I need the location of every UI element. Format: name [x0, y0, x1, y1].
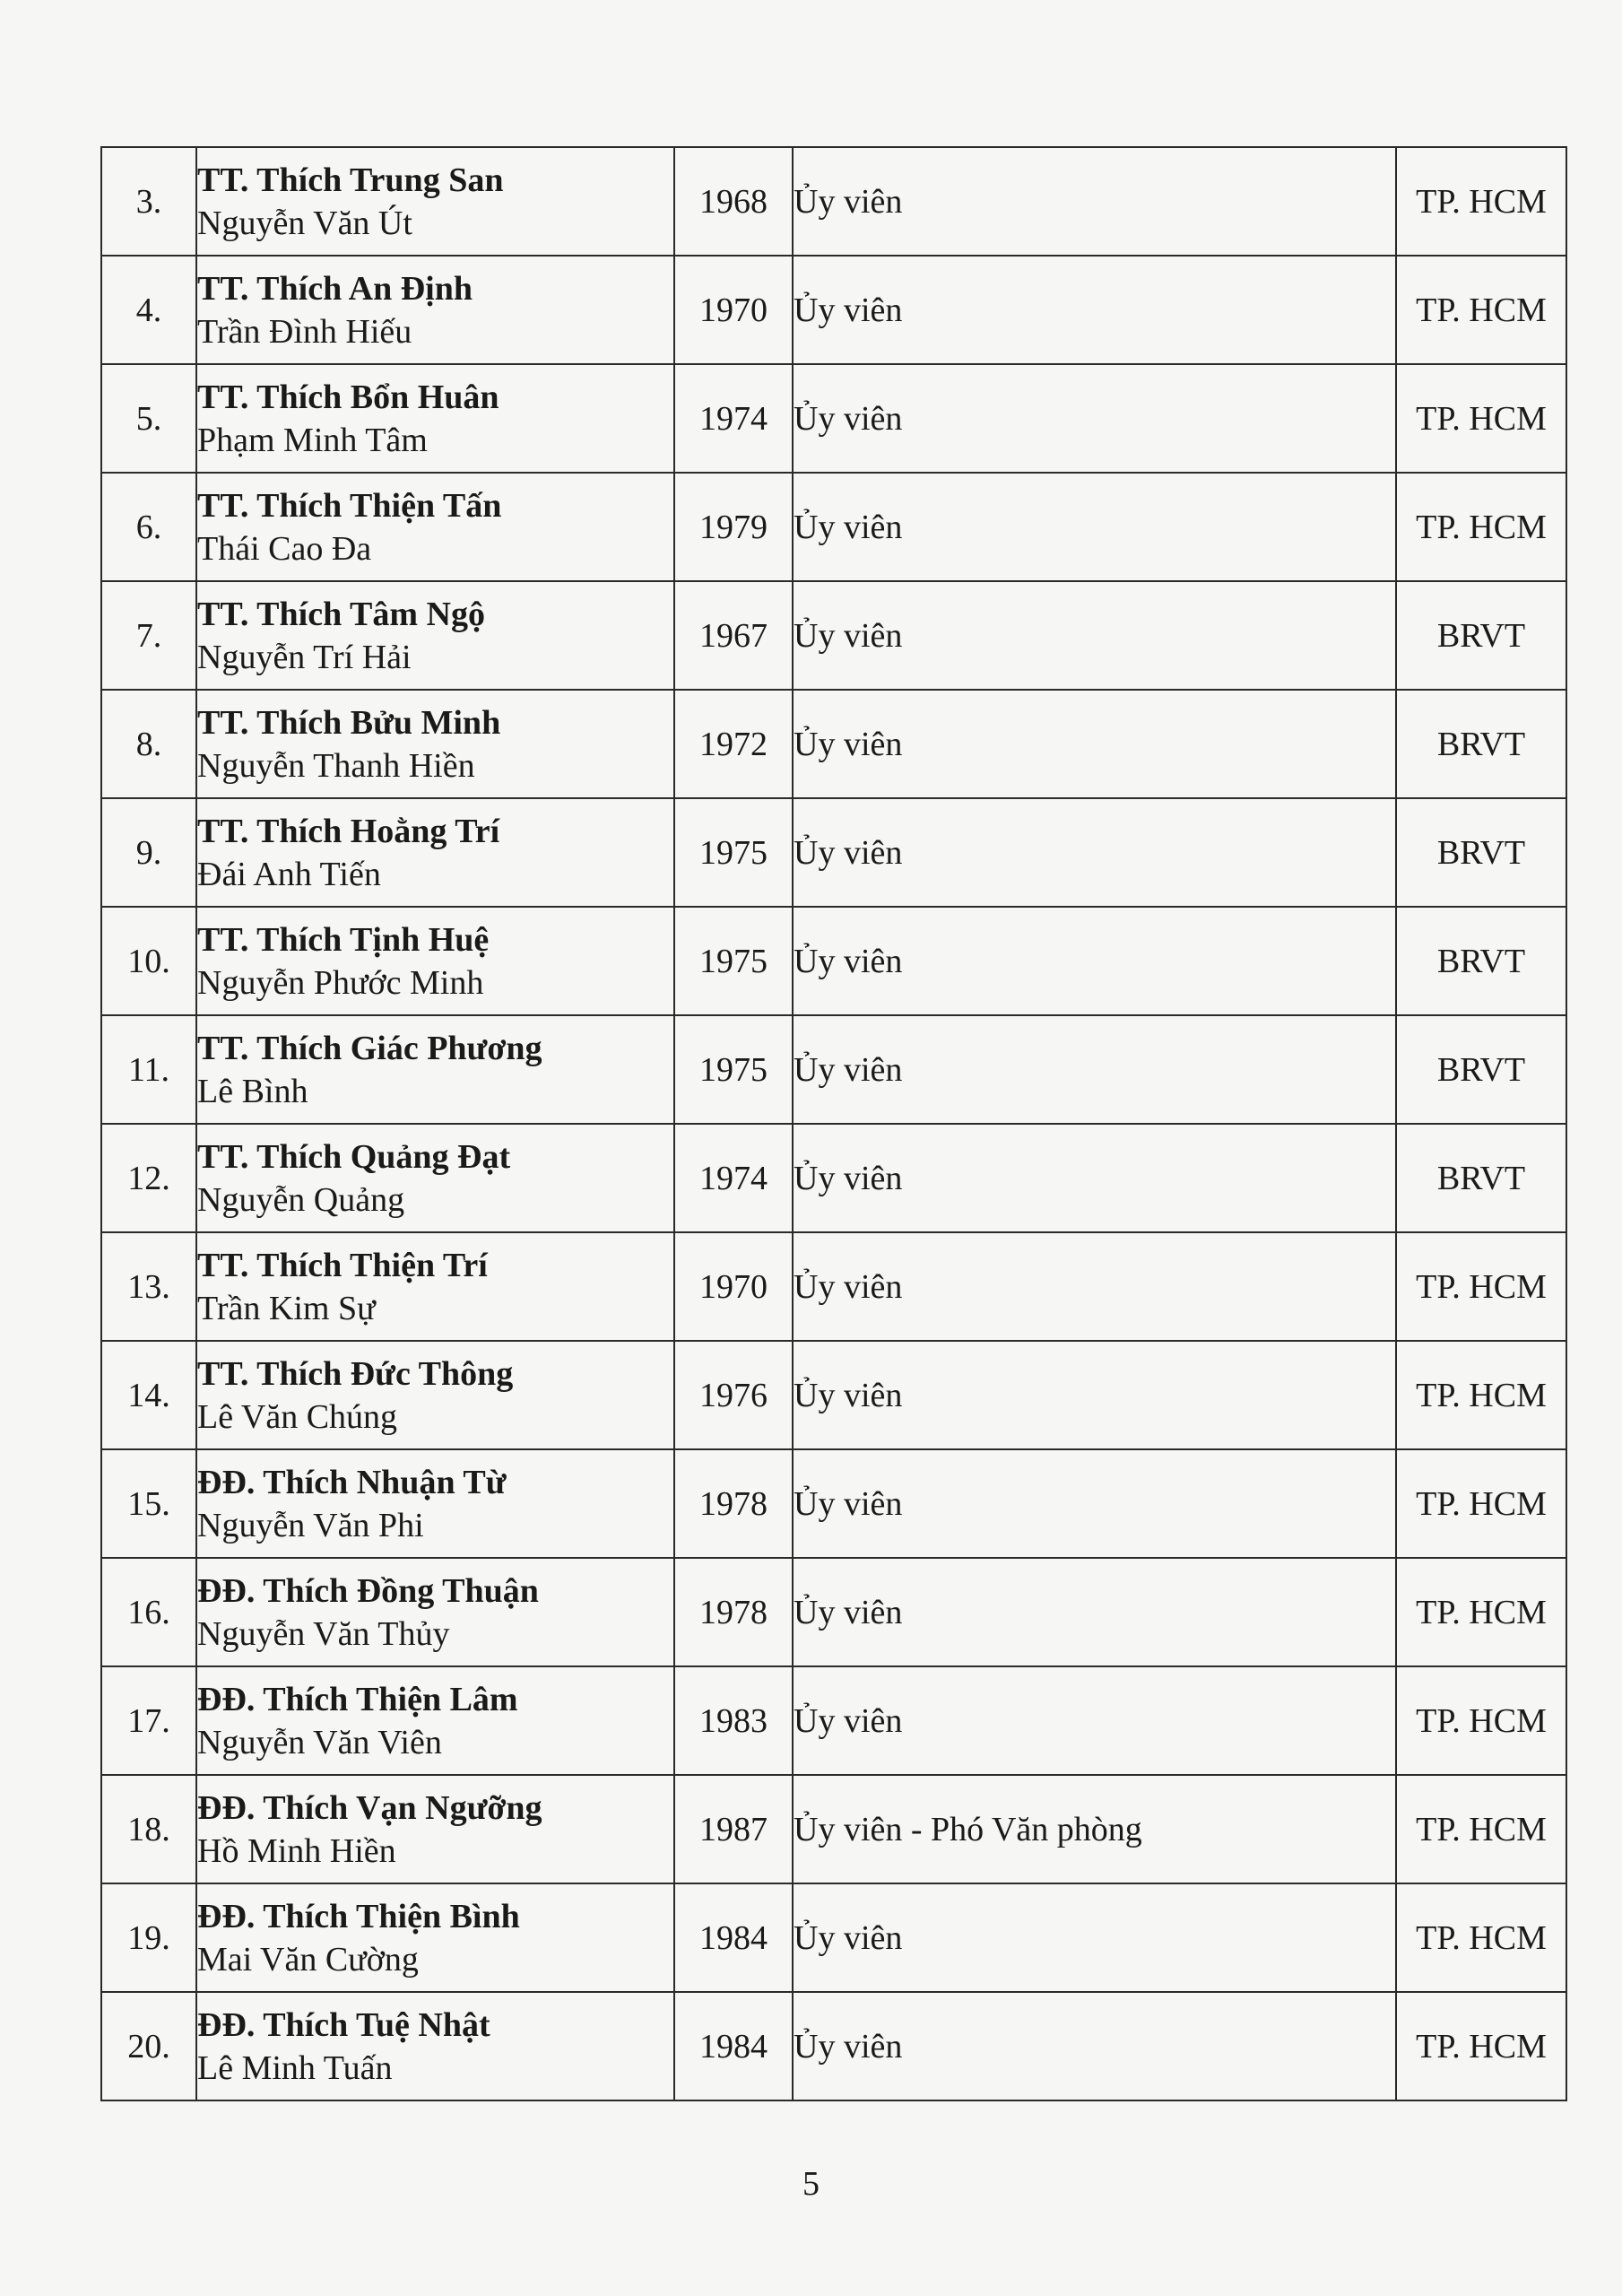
secular-name: Trần Kim Sự: [197, 1289, 376, 1327]
name-cell: [196, 1558, 674, 1666]
birth-year: 1984: [674, 1992, 793, 2100]
table-row: [101, 690, 1566, 798]
member-roster-table: [100, 146, 1567, 2101]
dharma-name: TT. Thích Hoằng Trí: [197, 812, 500, 850]
dharma-name: TT. Thích Thiện Trí: [197, 1246, 488, 1284]
secular-name: Nguyễn Văn Phi: [197, 1506, 424, 1544]
province: TP. HCM: [1396, 1775, 1566, 1883]
name-cell: [196, 907, 674, 1015]
birth-year: 1970: [674, 1232, 793, 1341]
table-row: [101, 1883, 1566, 1992]
table-row: [101, 147, 1566, 256]
province: TP. HCM: [1396, 473, 1566, 581]
role: Ủy viên: [793, 256, 1396, 364]
secular-name: Nguyễn Trí Hải: [197, 638, 412, 676]
role: Ủy viên: [793, 473, 1396, 581]
dharma-name: TT. Thích Bửu Minh: [197, 703, 501, 742]
table-row: [101, 1666, 1566, 1775]
role: Ủy viên: [793, 1124, 1396, 1232]
role: Ủy viên: [793, 1341, 1396, 1449]
dharma-name: ĐĐ. Thích Vạn Ngưỡng: [197, 1788, 542, 1827]
name-cell: [196, 147, 674, 256]
province: TP. HCM: [1396, 256, 1566, 364]
role: Ủy viên: [793, 1015, 1396, 1124]
province: BRVT: [1396, 690, 1566, 798]
name-cell: [196, 1883, 674, 1992]
row-number: 17.: [101, 1666, 196, 1775]
dharma-name: TT. Thích Thiện Tấn: [197, 486, 502, 525]
role: Ủy viên: [793, 1666, 1396, 1775]
dharma-name: ĐĐ. Thích Thiện Lâm: [197, 1680, 518, 1718]
table-row: [101, 1341, 1566, 1449]
role: Ủy viên: [793, 1558, 1396, 1666]
birth-year: 1974: [674, 1124, 793, 1232]
province: BRVT: [1396, 581, 1566, 690]
table-row: [101, 1449, 1566, 1558]
row-number: 5.: [101, 364, 196, 473]
birth-year: 1972: [674, 690, 793, 798]
row-number: 8.: [101, 690, 196, 798]
table-row: [101, 581, 1566, 690]
table-row: [101, 256, 1566, 364]
row-number: 13.: [101, 1232, 196, 1341]
province: TP. HCM: [1396, 1666, 1566, 1775]
secular-name: Thái Cao Đa: [197, 529, 372, 568]
birth-year: 1987: [674, 1775, 793, 1883]
province: TP. HCM: [1396, 147, 1566, 256]
dharma-name: TT. Thích An Định: [197, 269, 473, 308]
role: Ủy viên: [793, 1232, 1396, 1341]
role: Ủy viên: [793, 1449, 1396, 1558]
name-cell: [196, 581, 674, 690]
row-number: 12.: [101, 1124, 196, 1232]
province: TP. HCM: [1396, 364, 1566, 473]
role: Ủy viên: [793, 798, 1396, 907]
roster-body: [101, 147, 1566, 2100]
name-cell: [196, 1341, 674, 1449]
row-number: 14.: [101, 1341, 196, 1449]
dharma-name: TT. Thích Đức Thông: [197, 1354, 514, 1393]
birth-year: 1976: [674, 1341, 793, 1449]
secular-name: Nguyễn Thanh Hiền: [197, 746, 475, 785]
secular-name: Đái Anh Tiến: [197, 855, 381, 893]
secular-name: Nguyễn Quảng: [197, 1180, 405, 1219]
table-row: [101, 1992, 1566, 2100]
province: TP. HCM: [1396, 1449, 1566, 1558]
province: TP. HCM: [1396, 1992, 1566, 2100]
name-cell: [196, 1124, 674, 1232]
role: Ủy viên: [793, 690, 1396, 798]
name-cell: [196, 256, 674, 364]
secular-name: Nguyễn Văn Út: [197, 204, 412, 242]
table-row: [101, 907, 1566, 1015]
birth-year: 1975: [674, 907, 793, 1015]
name-cell: [196, 1232, 674, 1341]
table-row: [101, 364, 1566, 473]
table-row: [101, 1775, 1566, 1883]
name-cell: [196, 690, 674, 798]
dharma-name: ĐĐ. Thích Tuệ Nhật: [197, 2005, 490, 2044]
row-number: 16.: [101, 1558, 196, 1666]
secular-name: Phạm Minh Tâm: [197, 421, 428, 459]
dharma-name: TT. Thích Tịnh Huệ: [197, 920, 490, 959]
province: BRVT: [1396, 1124, 1566, 1232]
province: TP. HCM: [1396, 1341, 1566, 1449]
role: Ủy viên: [793, 364, 1396, 473]
birth-year: 1975: [674, 1015, 793, 1124]
row-number: 6.: [101, 473, 196, 581]
secular-name: Trần Đình Hiếu: [197, 312, 412, 351]
row-number: 18.: [101, 1775, 196, 1883]
table-row: [101, 1558, 1566, 1666]
role: Ủy viên - Phó Văn phòng: [793, 1775, 1396, 1883]
province: BRVT: [1396, 907, 1566, 1015]
birth-year: 1967: [674, 581, 793, 690]
name-cell: [196, 1449, 674, 1558]
birth-year: 1983: [674, 1666, 793, 1775]
birth-year: 1978: [674, 1449, 793, 1558]
table-row: [101, 1015, 1566, 1124]
secular-name: Lê Văn Chúng: [197, 1397, 398, 1436]
dharma-name: TT. Thích Bổn Huân: [197, 378, 499, 416]
table-row: [101, 1124, 1566, 1232]
name-cell: [196, 1775, 674, 1883]
row-number: 4.: [101, 256, 196, 364]
secular-name: Lê Minh Tuấn: [197, 2048, 393, 2087]
secular-name: Nguyễn Văn Thủy: [197, 1614, 450, 1653]
table-row: [101, 473, 1566, 581]
row-number: 10.: [101, 907, 196, 1015]
secular-name: Hồ Minh Hiền: [197, 1831, 396, 1870]
role: Ủy viên: [793, 907, 1396, 1015]
province: TP. HCM: [1396, 1232, 1566, 1341]
table-row: [101, 798, 1566, 907]
name-cell: [196, 798, 674, 907]
name-cell: [196, 1666, 674, 1775]
row-number: 15.: [101, 1449, 196, 1558]
secular-name: Nguyễn Văn Viên: [197, 1723, 442, 1761]
secular-name: Nguyễn Phước Minh: [197, 963, 484, 1002]
province: TP. HCM: [1396, 1558, 1566, 1666]
row-number: 19.: [101, 1883, 196, 1992]
name-cell: [196, 473, 674, 581]
birth-year: 1975: [674, 798, 793, 907]
row-number: 7.: [101, 581, 196, 690]
role: Ủy viên: [793, 1992, 1396, 2100]
province: BRVT: [1396, 798, 1566, 907]
name-cell: [196, 1015, 674, 1124]
row-number: 11.: [101, 1015, 196, 1124]
dharma-name: TT. Thích Trung San: [197, 161, 504, 199]
dharma-name: ĐĐ. Thích Đồng Thuận: [197, 1571, 539, 1610]
row-number: 20.: [101, 1992, 196, 2100]
birth-year: 1968: [674, 147, 793, 256]
name-cell: [196, 1992, 674, 2100]
page-number: 5: [802, 2165, 820, 2203]
row-number: 3.: [101, 147, 196, 256]
role: Ủy viên: [793, 147, 1396, 256]
row-number: 9.: [101, 798, 196, 907]
dharma-name: TT. Thích Quảng Đạt: [197, 1137, 511, 1176]
role: Ủy viên: [793, 1883, 1396, 1992]
birth-year: 1978: [674, 1558, 793, 1666]
dharma-name: TT. Thích Tâm Ngộ: [197, 595, 485, 633]
province: TP. HCM: [1396, 1883, 1566, 1992]
dharma-name: ĐĐ. Thích Thiện Bình: [197, 1897, 520, 1935]
secular-name: Mai Văn Cường: [197, 1940, 419, 1979]
dharma-name: ĐĐ. Thích Nhuận Từ: [197, 1463, 507, 1501]
name-cell: [196, 364, 674, 473]
dharma-name: TT. Thích Giác Phương: [197, 1029, 542, 1067]
role: Ủy viên: [793, 581, 1396, 690]
birth-year: 1979: [674, 473, 793, 581]
birth-year: 1984: [674, 1883, 793, 1992]
table-row: [101, 1232, 1566, 1341]
birth-year: 1970: [674, 256, 793, 364]
province: BRVT: [1396, 1015, 1566, 1124]
secular-name: Lê Bình: [197, 1072, 308, 1110]
birth-year: 1974: [674, 364, 793, 473]
